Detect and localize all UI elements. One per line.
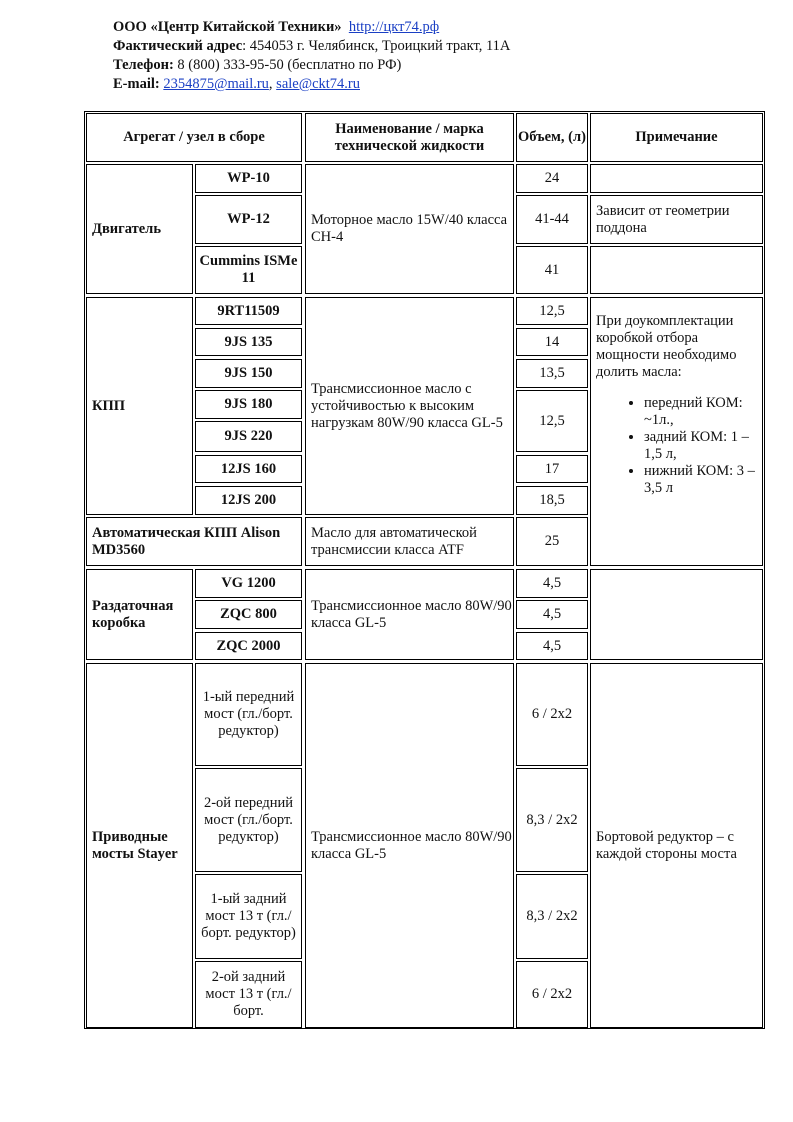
volume-cell: 4,5 xyxy=(516,569,588,598)
note-kpp-item: • передний КОМ: ~1л., xyxy=(644,395,762,429)
unit-engine: Двигатель xyxy=(86,164,193,294)
volume-cell: 12,5 xyxy=(516,297,588,325)
note-cell xyxy=(590,164,763,193)
unit-transfer-case: Раздаточная коробка xyxy=(86,569,193,660)
volume-cell: 4,5 xyxy=(516,600,588,629)
note-cell: Зависит от геометрии поддона xyxy=(590,195,763,244)
unit-auto-kpp: Автоматическая КПП Alison MD3560 xyxy=(86,517,302,566)
volume-cell: 4,5 xyxy=(516,632,588,660)
volume-cell: 13,5 xyxy=(516,359,588,388)
model-cell: 9RT11509 xyxy=(195,297,302,325)
model-cell: 9JS 135 xyxy=(195,328,302,356)
model-cell: 1-ый передний мост (гл./борт. редуктор) xyxy=(195,663,302,766)
model-cell: ZQC 800 xyxy=(195,600,302,629)
col-header-fluid: Наименование / марка технической жидкости xyxy=(305,113,514,162)
model-cell: 1-ый задний мост 13 т (гл./борт. редуктор) xyxy=(195,874,302,959)
volume-cell: 18,5 xyxy=(516,486,588,515)
volume-cell: 6 / 2x2 xyxy=(516,961,588,1028)
col-header-volume: Объем, (л) xyxy=(516,113,588,162)
model-cell: ZQC 2000 xyxy=(195,632,302,660)
volume-cell: 8,3 / 2x2 xyxy=(516,874,588,959)
company-name: ООО «Центр Китайской Техники» xyxy=(113,19,342,35)
volume-cell: 12,5 xyxy=(516,390,588,452)
email-link-2[interactable]: sale@ckt74.ru xyxy=(276,76,360,92)
note-kpp-item: • задний КОМ: 1 – 1,5 л, xyxy=(644,429,762,463)
model-cell: 12JS 160 xyxy=(195,455,302,483)
unit-kpp: КПП xyxy=(86,297,193,515)
volume-cell: 6 / 2x2 xyxy=(516,663,588,766)
email-label: E-mail: xyxy=(113,76,160,92)
note-kpp xyxy=(590,297,763,566)
note-kpp-item: • нижний КОМ: 3 – 3,5 л xyxy=(644,463,762,497)
model-cell: 9JS 150 xyxy=(195,359,302,388)
fluid-kpp: Трансмиссионное масло с устойчивостью к высоким нагрузкам 80W/90 класса GL-5 xyxy=(305,297,514,515)
address-line xyxy=(113,37,510,55)
col-header-note: Примечание xyxy=(590,113,763,162)
col-header-unit: Агрегат / узел в сборе xyxy=(86,113,302,162)
volume-cell: 41-44 xyxy=(516,195,588,244)
company-line xyxy=(113,18,439,36)
phone-value: 8 (800) 333-95-50 (бесплатно по РФ) xyxy=(173,57,402,73)
model-cell: 2-ой задний мост 13 т (гл./борт. xyxy=(195,961,302,1028)
website-link[interactable]: http://цкт74.рф xyxy=(348,19,440,35)
note-drive-axles: Бортовой редуктор – с каждой стороны моста xyxy=(590,663,763,1028)
model-cell: Cummins ISMe 11 xyxy=(195,246,302,294)
volume-cell: 25 xyxy=(516,517,588,566)
fluid-auto-kpp: Масло для автоматической трансмиссии класса ATF xyxy=(305,517,514,566)
note-kpp-list xyxy=(596,395,762,497)
model-cell: WP-12 xyxy=(195,195,302,244)
address-label: Фактический адрес xyxy=(113,38,243,54)
phone-label: Телефон: xyxy=(113,57,174,73)
address-value: : 454053 г. Челябинск, Троицкий тракт, 11А xyxy=(242,38,511,54)
volume-cell: 24 xyxy=(516,164,588,193)
email-line xyxy=(113,75,360,93)
volume-cell: 41 xyxy=(516,246,588,294)
note-kpp-intro: При доукомплектации коробкой отбора мощности необходимо долить масла: xyxy=(596,313,737,380)
volume-cell: 8,3 / 2x2 xyxy=(516,768,588,872)
email-separator: , xyxy=(268,76,277,92)
volume-cell: 14 xyxy=(516,328,588,356)
note-cell xyxy=(590,246,763,294)
phone-line xyxy=(113,56,401,74)
model-cell: WP-10 xyxy=(195,164,302,193)
fluid-engine: Моторное масло 15W/40 класса CH-4 xyxy=(305,164,514,294)
model-cell: 12JS 200 xyxy=(195,486,302,515)
fluid-transfer-case: Трансмиссионное масло 80W/90 класса GL-5 xyxy=(305,569,514,660)
email-link-1[interactable]: 2354875@mail.ru xyxy=(163,76,269,92)
model-cell: 9JS 180 xyxy=(195,390,302,419)
volume-cell: 17 xyxy=(516,455,588,483)
unit-drive-axles: Приводные мосты Stayer xyxy=(86,663,193,1028)
fluid-drive-axles: Трансмиссионное масло 80W/90 класса GL-5 xyxy=(305,663,514,1028)
model-cell: 2-ой передний мост (гл./борт. редуктор) xyxy=(195,768,302,872)
model-cell: 9JS 220 xyxy=(195,421,302,452)
note-transfer-case xyxy=(590,569,763,660)
model-cell: VG 1200 xyxy=(195,569,302,598)
